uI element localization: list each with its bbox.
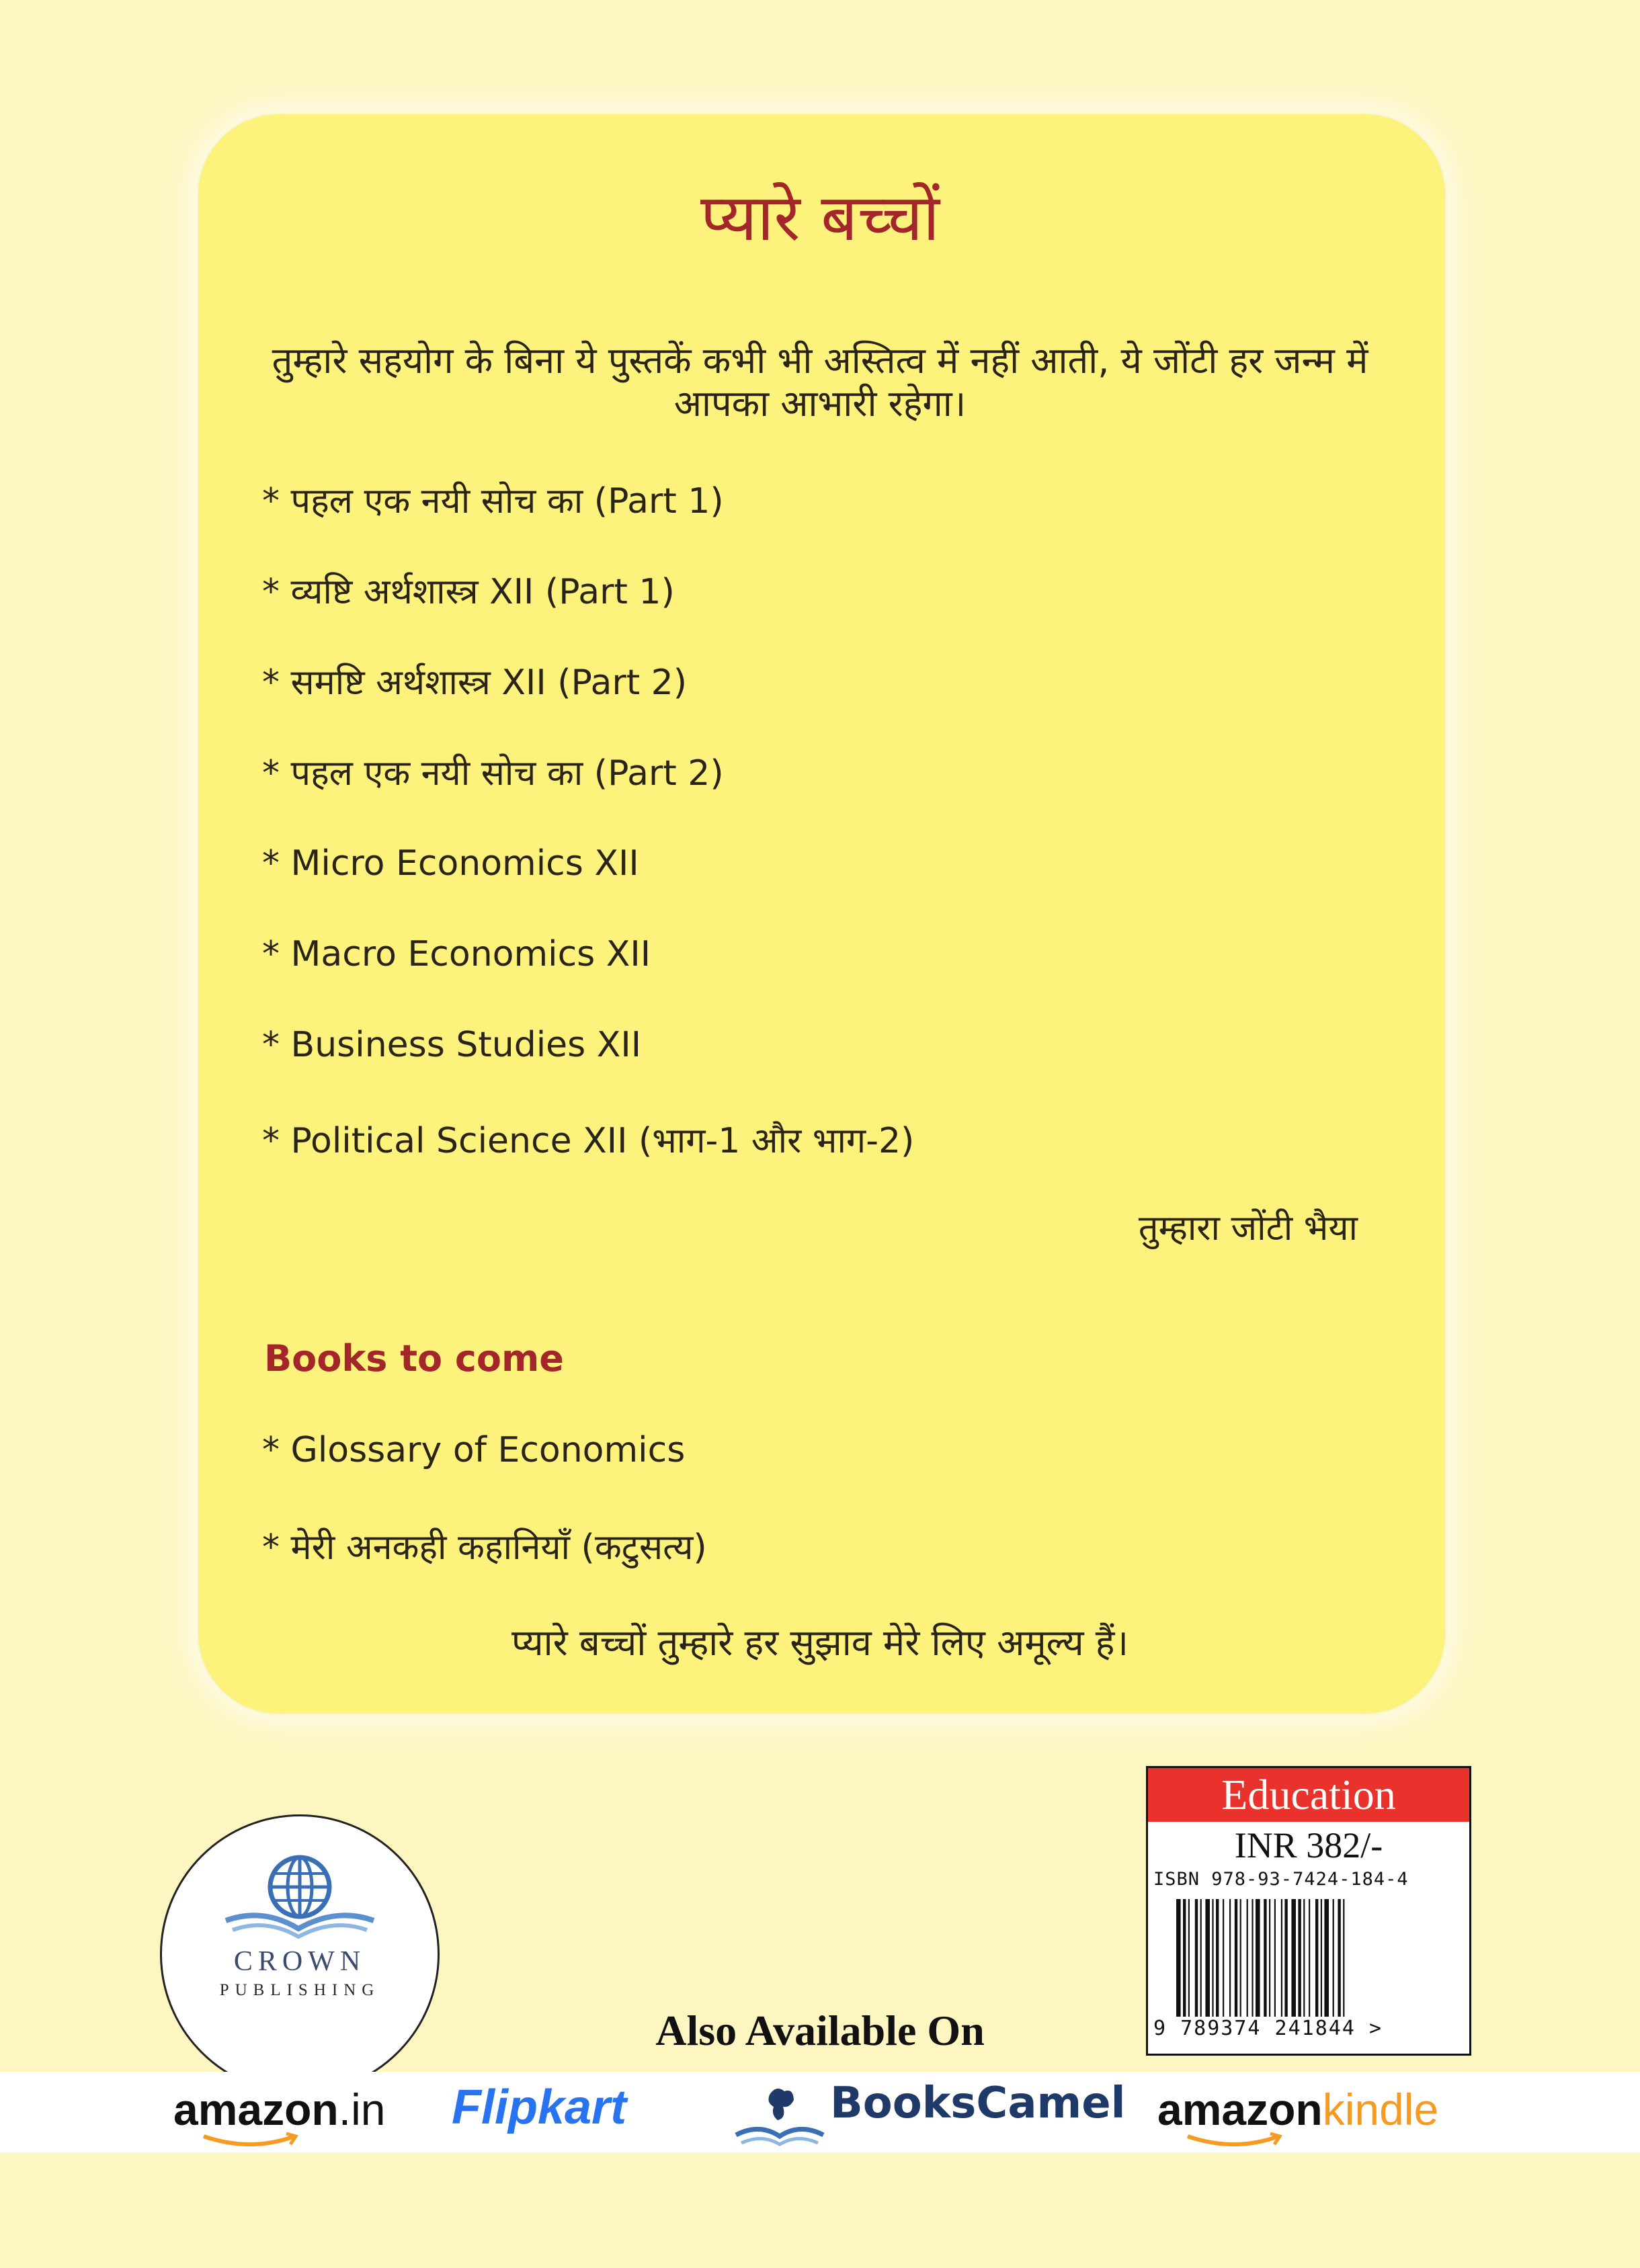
amazon-in-suffix: .in bbox=[338, 2085, 386, 2134]
book-item: * पहल एक नयी सोच का (Part 1) bbox=[262, 481, 724, 521]
amazon-kindle-logo bbox=[1157, 2084, 1438, 2135]
price-label: INR 382/- bbox=[1234, 1825, 1383, 1865]
book-item: * Political Science XII (भाग-1 और भाग-2) bbox=[262, 1121, 915, 1161]
amazon-in-name: amazon bbox=[173, 2085, 339, 2134]
bookscamel-name: BooksCamel bbox=[830, 2078, 1126, 2128]
signature: तुम्हारा जोंटी भैया bbox=[1138, 1208, 1358, 1249]
flipkart-logo: Flipkart bbox=[452, 2081, 627, 2134]
publisher-subtitle: PUBLISHING bbox=[219, 1981, 380, 1999]
amazon-in-logo bbox=[173, 2084, 385, 2135]
book-item: * Business Studies XII bbox=[262, 1025, 642, 1065]
book-item: * Macro Economics XII bbox=[262, 934, 651, 974]
upcoming-item: * मेरी अनकही कहानियाँ (कटुसत्य) bbox=[262, 1527, 707, 1568]
upcoming-item: * Glossary of Economics bbox=[262, 1430, 686, 1470]
barcode-digits: 9 789374 241844 > bbox=[1153, 2017, 1383, 2040]
intro-text: तुम्हारे सहयोग के बिना ये पुस्तकें कभी भी अस्तित्व में नहीं आती, ये जोंटी हर जन्म में आपका आभारी रहेगा। bbox=[272, 339, 1368, 425]
closing-text: प्यारे बच्चों तुम्हारे हर सुझाव मेरे लिए अमूल्य हैं। bbox=[511, 1622, 1129, 1664]
barcode-icon bbox=[1176, 1899, 1438, 2017]
availability-title: Also Available On bbox=[655, 2007, 985, 2054]
publisher-name: CROWN bbox=[233, 1946, 366, 1977]
amazon-smile-icon bbox=[1184, 2131, 1285, 2151]
bookscamel-logo bbox=[729, 2078, 1126, 2148]
globe-book-icon bbox=[212, 1853, 387, 1941]
category-label: Education bbox=[1148, 1768, 1469, 1822]
book-item: * समष्टि अर्थशास्त्र XII (Part 2) bbox=[262, 663, 688, 703]
kindle-suffix: kindle bbox=[1322, 2085, 1439, 2134]
book-item: * व्यष्टि अर्थशास्त्र XII (Part 1) bbox=[262, 572, 675, 612]
upcoming-title: Books to come bbox=[264, 1337, 564, 1380]
isbn-label: ISBN 978-93-7424-184-4 bbox=[1153, 1869, 1409, 1890]
book-item: * Micro Economics XII bbox=[262, 843, 639, 884]
stores-bar bbox=[0, 2072, 1640, 2152]
amazon-smile-icon bbox=[200, 2131, 301, 2151]
page-title: प्यारे बच्चों bbox=[700, 180, 940, 255]
book-item: * पहल एक नयी सोच का (Part 2) bbox=[262, 753, 724, 794]
kindle-amazon-name: amazon bbox=[1157, 2085, 1323, 2134]
camel-book-icon bbox=[729, 2081, 830, 2148]
